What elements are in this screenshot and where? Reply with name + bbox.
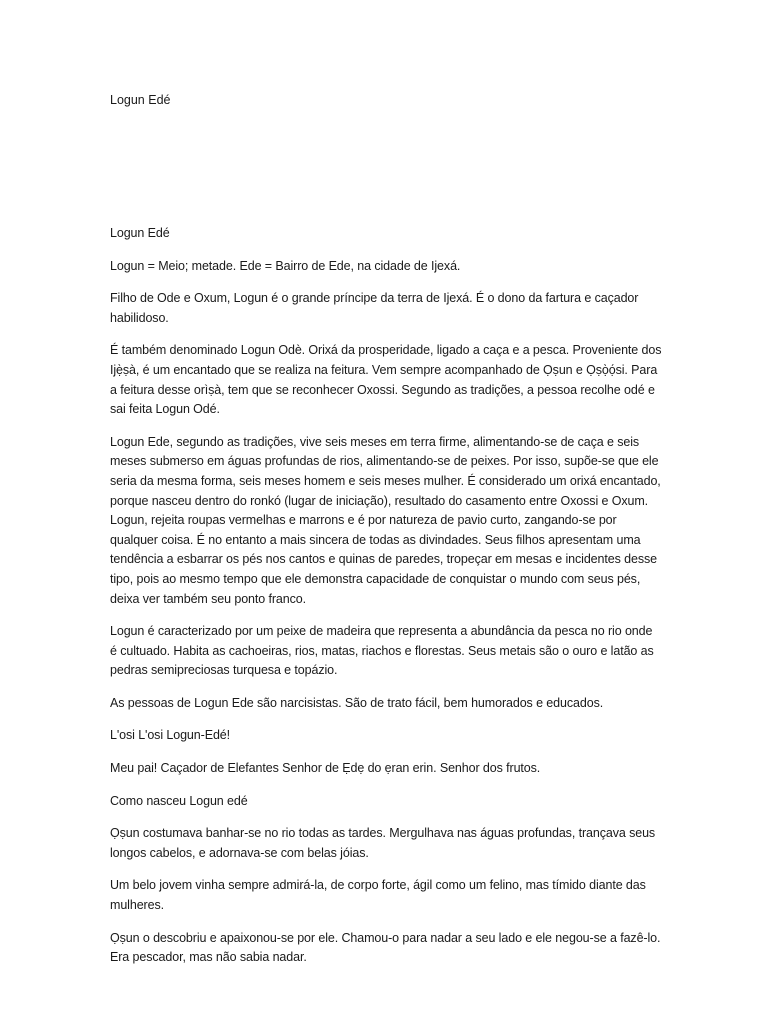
paragraph-story-1: Ọṣun costumava banhar-se no rio todas as tardes. Mergulhava nas águas profundas, trançava seus longos cabelos, e adornava-se com belas jóias. bbox=[110, 826, 656, 860]
paragraph-personality: As pessoas de Logun Ede são narcisistas. São de trato fácil, bem humorados e educados. bbox=[110, 695, 604, 710]
document-body bbox=[110, 90, 662, 981]
paragraph-denomination: É também denominado Logun Odè. Orixá da prosperidade, ligado a caça e a pesca. Proveniente dos Ijẹ̀ṣà, é um encantado que se realiza na feitura. Vem sempre acompanhado de Ọṣun e Ọṣọ̀ọ́si. Para a feitura desse orìṣà, tem que se reconhecer Oxossi. Segundo as tradições, a pessoa recolhe odé e sai feita Logun Odé. bbox=[110, 343, 662, 417]
paragraph-praise: Meu pai! Caçador de Elefantes Senhor de Ẹdẹ do ẹran erin. Senhor dos frutos. bbox=[110, 761, 541, 776]
blank-space bbox=[110, 110, 662, 224]
paragraph-story-2: Um belo jovem vinha sempre admirá-la, de corpo forte, ágil como um felino, mas tímido diante das mulheres. bbox=[110, 878, 646, 913]
paragraph-symbols: Logun é caracterizado por um peixe de madeira que representa a abundância da pesca no rio onde é cultuado. Habita as cachoeiras, rios, matas, riachos e florestas. Seus metais são o ouro e latão as pedras semipreciosas turquesa e topázio. bbox=[110, 624, 654, 678]
document-title: Logun Edé bbox=[110, 93, 171, 107]
paragraph-story-3: Ọṣun o descobriu e apaixonou-se por ele. Chamou-o para nadar a seu lado e ele negou-se a fazê-lo. Era pescador, mas não sabia nadar. bbox=[110, 930, 661, 965]
section-heading-origin: Como nasceu Logun edé bbox=[110, 793, 248, 808]
paragraph-etymology: Logun = Meio; metade. Ede = Bairro de Ede, na cidade de Ijexá. bbox=[110, 258, 461, 273]
paragraph-greeting: L'osi L'osi Logun-Edé! bbox=[110, 728, 231, 743]
paragraph-parentage: Filho de Ode e Oxum, Logun é o grande príncipe da terra de Ijexá. É o dono da fartura e caçador habilidoso. bbox=[110, 291, 639, 325]
paragraph-traditions: Logun Ede, segundo as tradições, vive seis meses em terra firme, alimentando-se de caça e seis meses submerso em águas profundas de rios, alimentando-se de peixes. Por isso, supõe-se que ele seria da mesma forma, seis meses homem e seis meses mulher. É considerado um orixá encantado, porque nasceu dentro do ronkó (lugar de iniciação), resultado do casamento entre Oxossi e Oxum. Logun, rejeita roupas vermelhas e marrons e é por natureza de pavio curto, zangando-se por qualquer coisa. É no entanto a mais sincera de todas as divindades. Seus filhos apresentam uma tendência a esbarrar os pés nos cantos e quinas de paredes, tropeçar em mesas e incidentes desse tipo, pois ao mesmo tempo que ele demonstra capacidade de conquistar o mundo com seus pés, deixa ver também seu ponto franco. bbox=[110, 434, 661, 606]
section-heading: Logun Edé bbox=[110, 226, 170, 240]
